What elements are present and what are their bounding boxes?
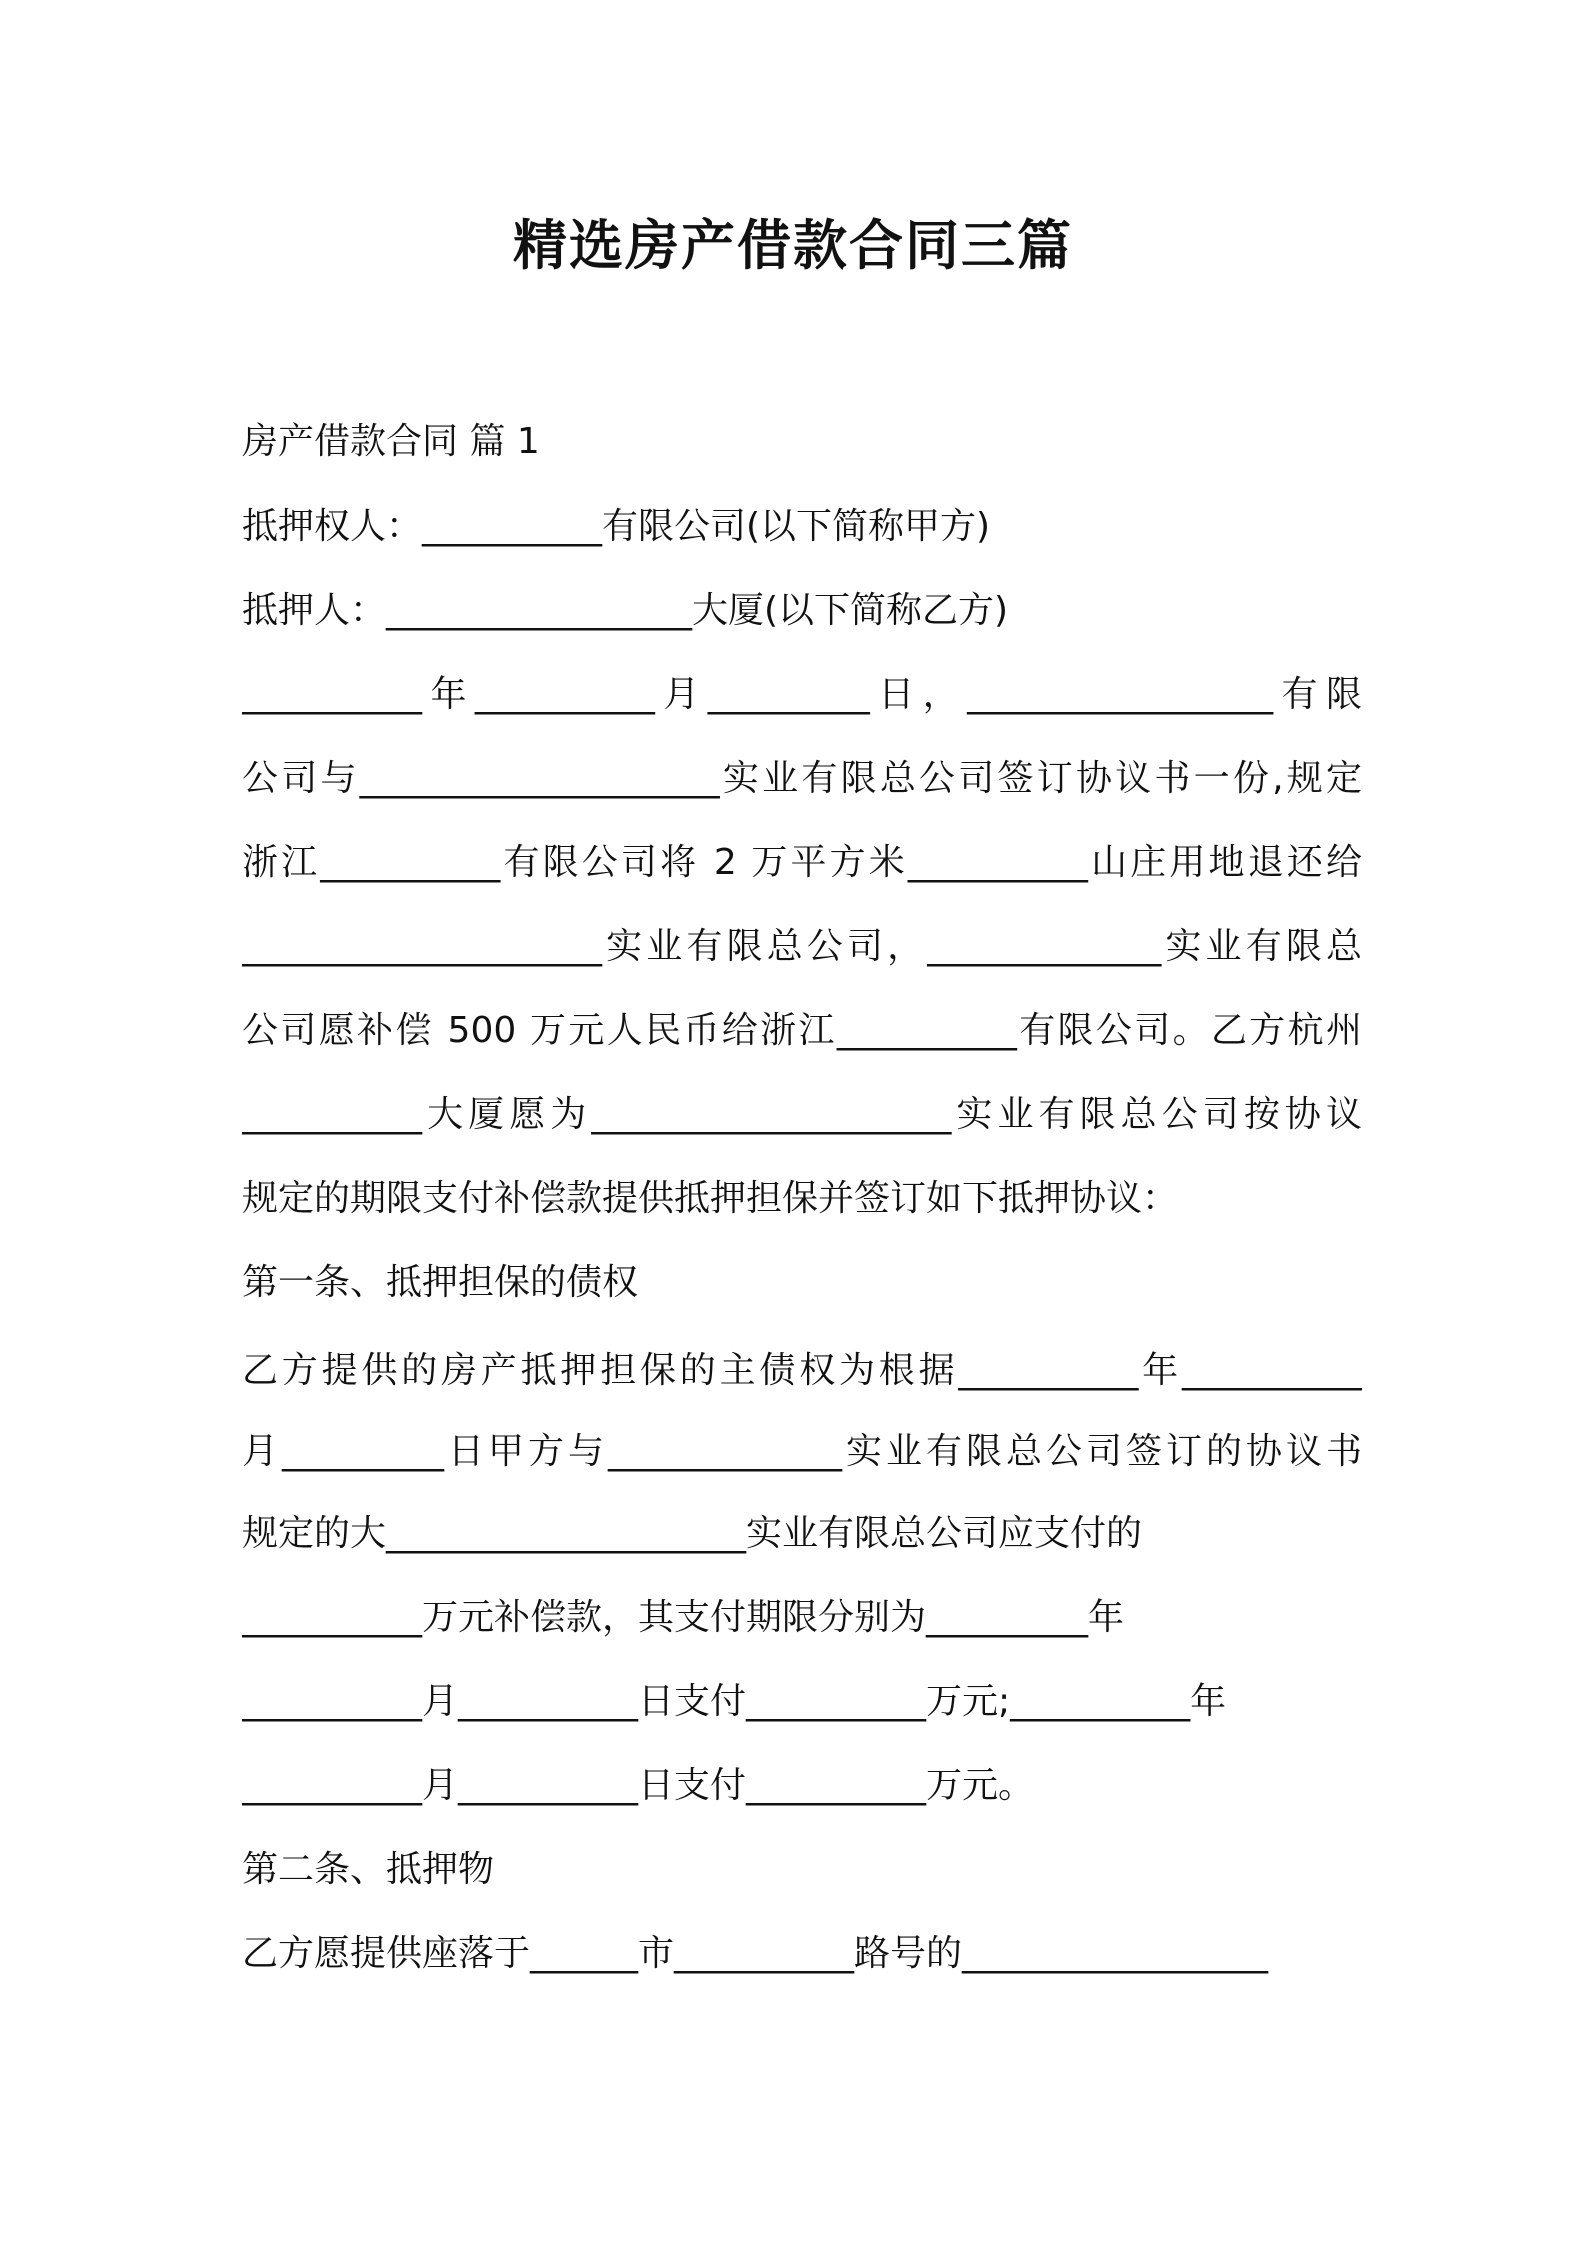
text-line: __________年__________月_________日，_________________有限 [242,674,1362,715]
text-line: 浙江__________有限公司将 2 万平方米__________山庄用地退还给 [242,842,1362,883]
text-line: __________月__________日支付__________万元。 [242,1765,1035,1806]
text-line: __________万元补偿款，其支付期限分别为_________年 [242,1597,1125,1638]
document-title: 精选房产借款合同三篇 [513,214,1073,277]
article-heading: 第二条、抵押物 [242,1849,495,1890]
text-line: 乙方愿提供座落于______市__________路号的_________________ [242,1933,1269,1974]
text-line: __________月__________日支付__________万元;__________年 [242,1681,1227,1722]
section-heading: 房产借款合同 篇 1 [242,421,540,462]
text-line: 月_________日甲方与_____________实业有限总公司签订的协议书 [242,1431,1362,1472]
text-line: 公司与____________________实业有限总公司签订协议书一份,规定 [242,758,1362,799]
text-line: 公司愿补偿 500 万元人民币给浙江__________有限公司。乙方杭州 [242,1010,1362,1051]
article-heading: 第一条、抵押担保的债权 [242,1262,639,1303]
text-line: 抵押人：_________________大厦(以下简称乙方) [242,590,1009,631]
text-line: 规定的大____________________实业有限总公司应支付的 [242,1513,1143,1554]
text-line: 规定的期限支付补偿款提供抵押担保并签订如下抵押协议： [242,1178,1179,1219]
text-line: __________大厦愿为____________________实业有限总公司按协议 [242,1094,1362,1135]
text-line: 乙方提供的房产抵押担保的主债权为根据__________年__________ [242,1350,1362,1391]
text-line: 抵押权人：__________有限公司(以下简称甲方) [242,506,991,547]
text-line: ____________________实业有限总公司，_____________实业有限总 [242,926,1362,967]
